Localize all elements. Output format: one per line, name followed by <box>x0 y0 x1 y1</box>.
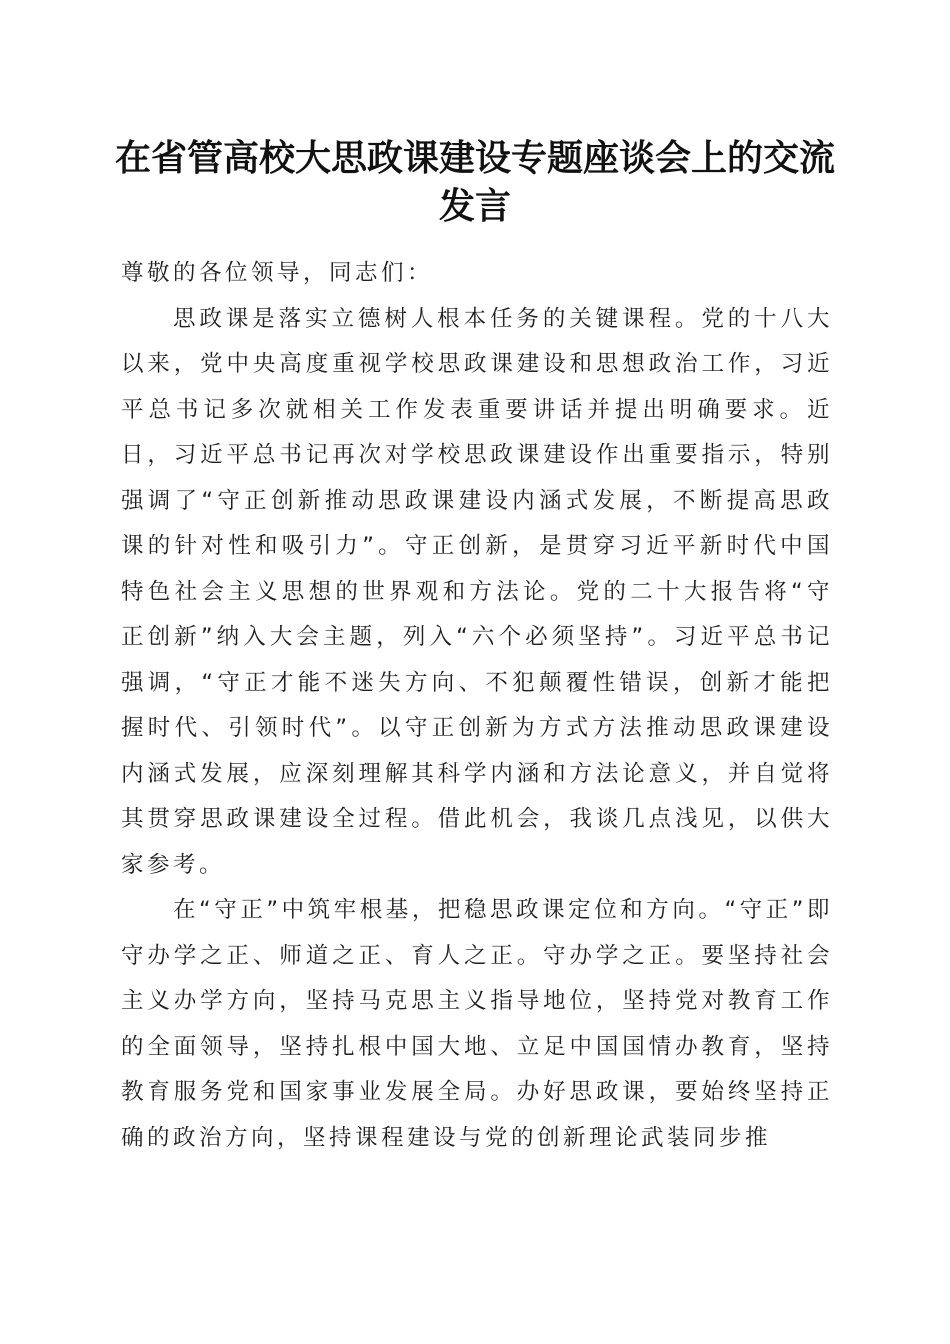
paragraph-2: 在“守正”中筑牢根基，把稳思政课定位和方向。“守正”即守办学之正、师道之正、育人之正。守办学之正。要坚持社会主义办学方向，坚持马克思主义指导地位，坚持党对教育工作的全面领导，坚持扎根中国大地、立足中国国情办教育，坚持教育服务党和国家事业发展全局。办好思政课，要始终坚持正确的政治方向，坚持课程建设与党的创新理论武装同步推 <box>121 897 833 1151</box>
paragraph-1: 思政课是落实立德树人根本任务的关键课程。党的十八大以来，党中央高度重视学校思政课建设和思想政治工作，习近平总书记多次就相关工作发表重要讲话并提出明确要求。近日，习近平总书记再次对学校思政课建设作出重要指示，特别强调了“守正创新推动思政课建设内涵式发展，不断提高思政课的针对性和吸引力”。守正创新，是贯穿习近平新时代中国特色社会主义思想的世界观和方法论。党的二十大报告将“守正创新”纳入大会主题，列入“六个必须坚持”。习近平总书记强调，“守正才能不迷失方向、不犯颠覆性错误，创新才能把握时代、引领时代”。以守正创新为方式方法推动思政课建设内涵式发展，应深刻理解其科学内涵和方法论意义，并自觉将其贯穿思政课建设全过程。借此机会，我谈几点浅见，以供大家参考。 <box>121 305 833 878</box>
salutation: 尊敬的各位领导，同志们： <box>121 260 434 286</box>
document-body <box>121 251 833 1161</box>
document-title: 在省管高校大思政课建设专题座谈会上的交流发言 <box>114 137 835 227</box>
